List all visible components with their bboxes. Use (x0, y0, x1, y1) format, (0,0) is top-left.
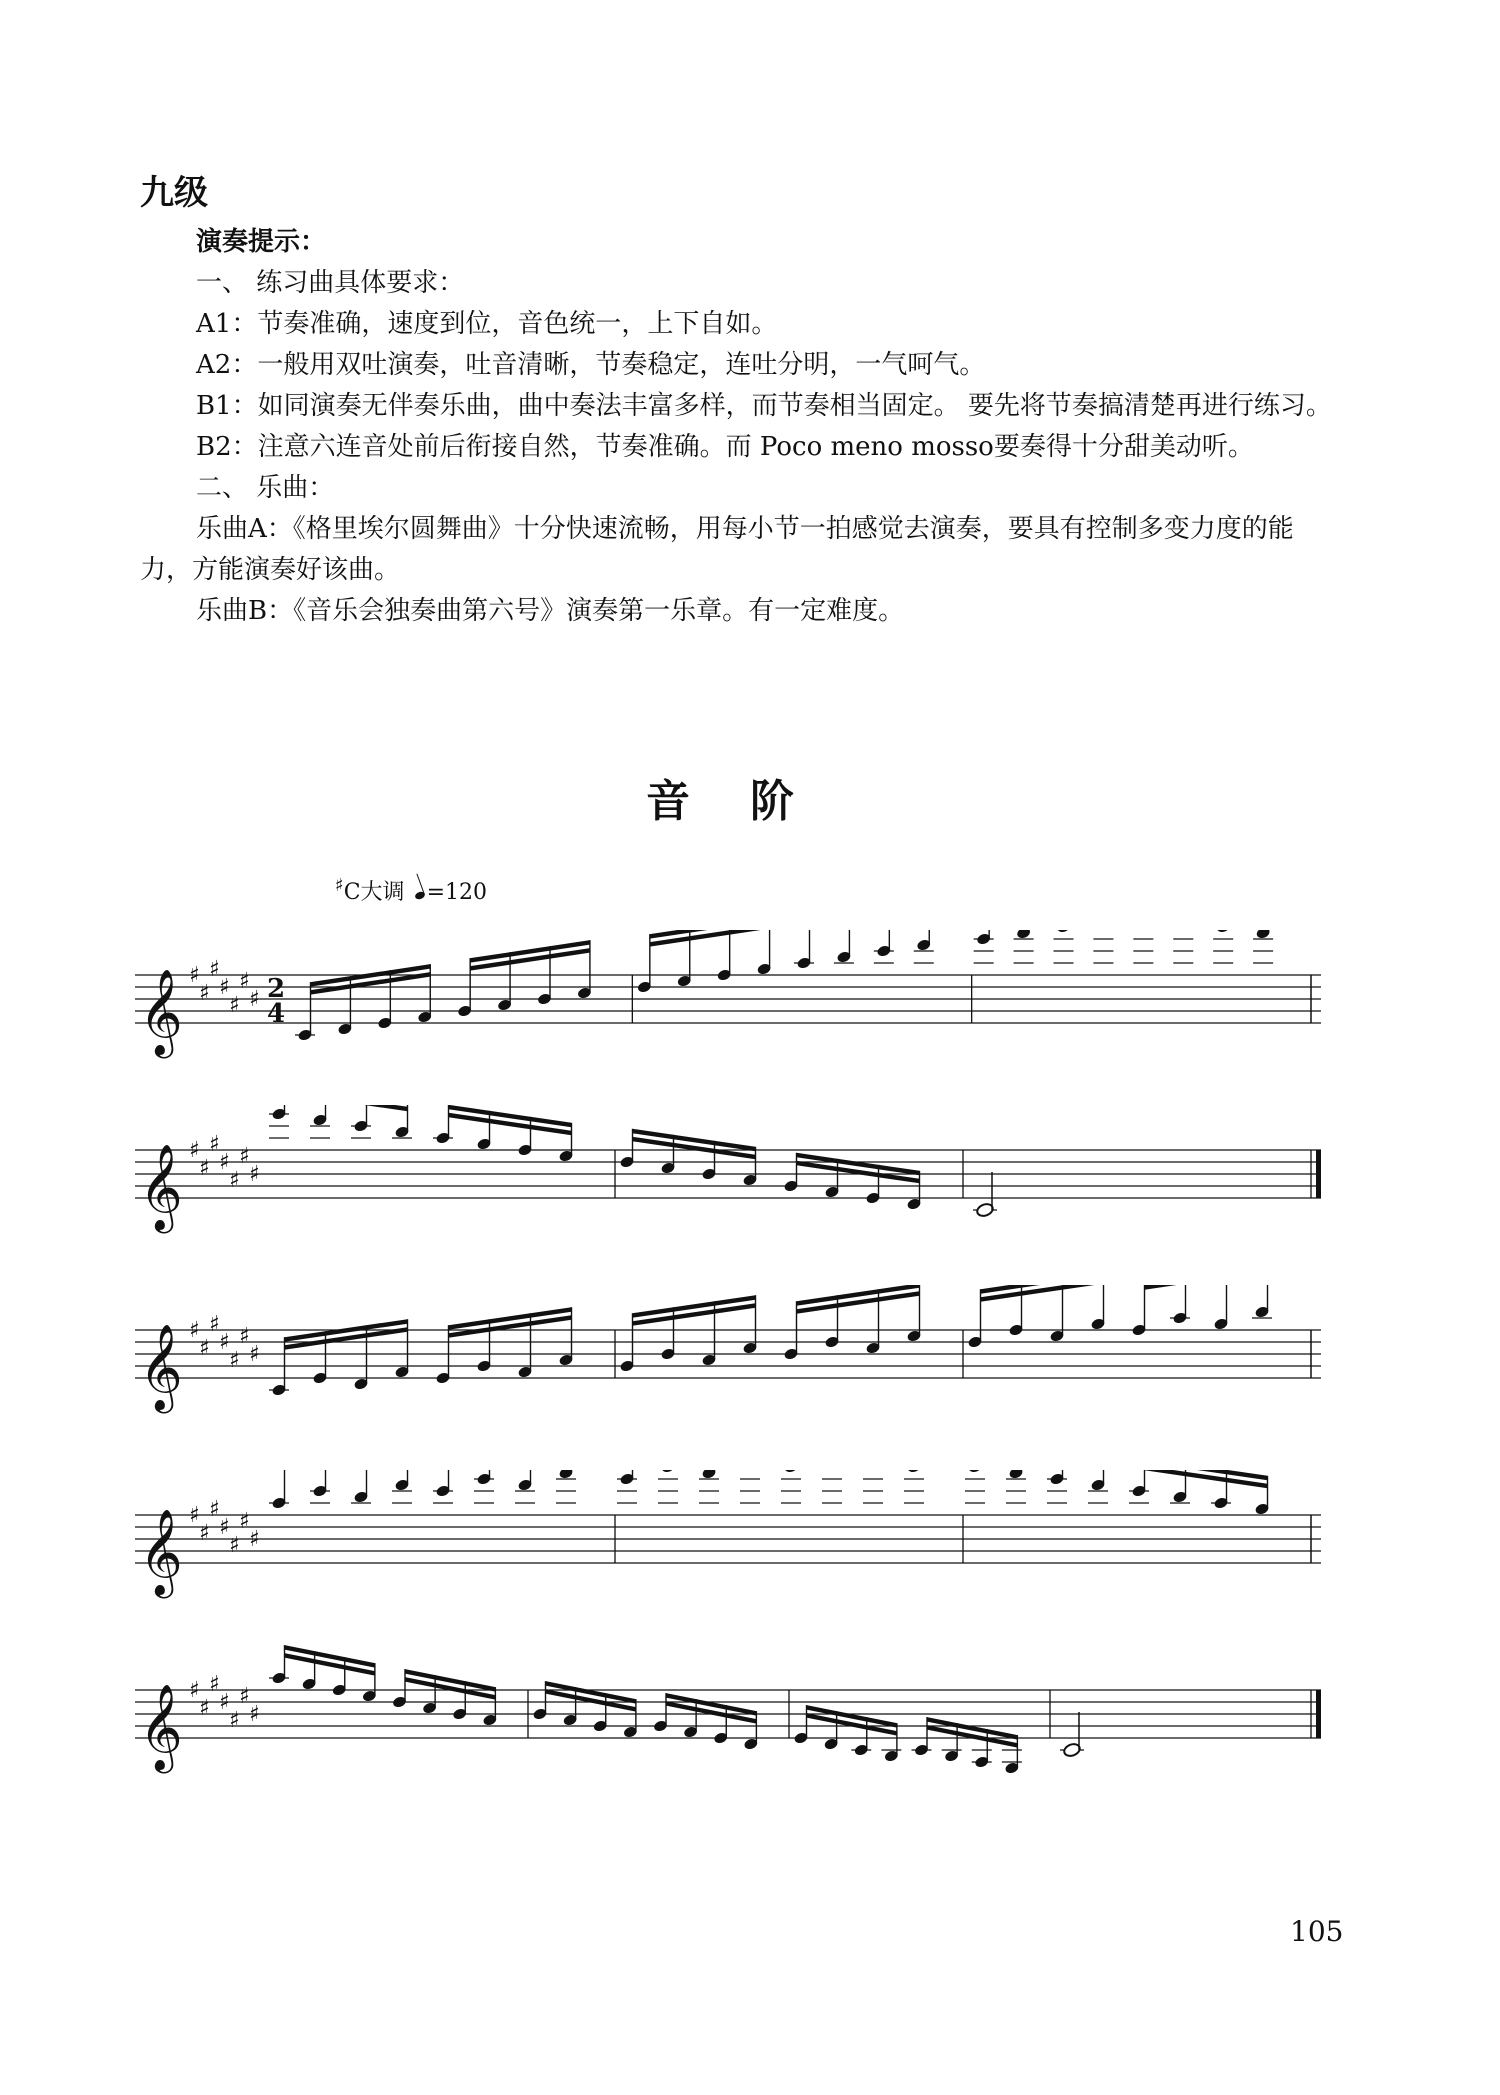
staff (135, 1645, 1325, 1795)
key-signature-sharp: ♯ (249, 1342, 260, 1367)
tips-line: 乐曲A：《格里埃尔圆舞曲》十分快速流畅，用每小节一拍感觉去演奏，要具有控制多变力度的能力，方能演奏好该曲。 (140, 514, 1294, 585)
performance-tips (140, 222, 1340, 632)
beam (285, 1105, 408, 1111)
key-signature-sharp: ♯ (219, 975, 230, 1000)
final-barline-thick (1316, 1690, 1321, 1738)
key-signature-sharp: ♯ (239, 1324, 250, 1349)
key-signature-sharp: ♯ (209, 1672, 220, 1697)
key-signature-sharp: ♯ (209, 1132, 220, 1157)
key-signature-sharp: ♯ (239, 1509, 250, 1534)
treble-clef-icon: 𝄞 (139, 1324, 183, 1410)
key-tempo-label (335, 875, 487, 906)
staff-svg (135, 1285, 1325, 1435)
level-heading: 九级 (140, 173, 208, 213)
page-number: 105 (1290, 1915, 1344, 1948)
key-signature-sharp: ♯ (229, 1708, 240, 1733)
tips-line: A1：节奏准确，速度到位，音色统一，上下自如。 (196, 309, 778, 339)
key-signature-sharp: ♯ (189, 963, 200, 988)
sixteenth-note (967, 1470, 982, 1474)
key-signature-sharp: ♯ (189, 1138, 200, 1163)
staff (135, 930, 1325, 1080)
staff (135, 1105, 1325, 1255)
key-signature-sharp: ♯ (209, 1312, 220, 1337)
staff (135, 1470, 1325, 1620)
key-signature-sharp: ♯ (219, 1150, 230, 1175)
section-title: 音阶 (646, 776, 854, 827)
staff-svg (135, 1105, 1325, 1255)
beam (1145, 1285, 1268, 1290)
key-name: C大调 (343, 880, 405, 905)
key-signature-sharp: ♯ (229, 1533, 240, 1558)
key-signature-sharp: ♯ (189, 1318, 200, 1343)
key-signature-sharp: ♯ (199, 1336, 210, 1361)
key-signature-sharp: ♯ (189, 1503, 200, 1528)
staff-svg (135, 1470, 1325, 1620)
key-signature-sharp: ♯ (249, 1527, 260, 1552)
tips-line: B2：注意六连音处前后衔接自然，节奏准确。而 Poco meno mosso要奏得十分甜美动听。 (196, 432, 1254, 462)
treble-clef-icon: 𝄞 (139, 1509, 183, 1595)
sixteenth-note (783, 1470, 798, 1474)
time-signature-top: 2 (267, 974, 286, 1004)
key-signature-sharp: ♯ (249, 1162, 260, 1187)
tips-line: A2：一般用双吐演奏，吐音清晰，节奏稳定，连吐分明，一气呵气。 (196, 350, 986, 380)
sixteenth-note (906, 1470, 921, 1474)
key-signature-sharp: ♯ (209, 1497, 220, 1522)
key-signature-sharp: ♯ (239, 969, 250, 994)
tips-title: 演奏提示： (196, 227, 327, 257)
key-signature-sharp: ♯ (199, 1521, 210, 1546)
sixteenth-note (1056, 930, 1071, 934)
key-signature-sharp: ♯ (189, 1678, 200, 1703)
sixteenth-note (660, 1470, 675, 1474)
staff-svg (135, 1645, 1325, 1795)
key-signature-sharp: ♯ (219, 1330, 230, 1355)
sharp-sign: ♯ (335, 875, 344, 896)
sixteenth-note (1215, 930, 1230, 934)
tempo-value: =120 (426, 880, 487, 905)
key-signature-sharp: ♯ (199, 1696, 210, 1721)
time-signature-bottom: 4 (267, 999, 286, 1029)
tips-line: 一、 练习曲具体要求： (196, 268, 465, 298)
tips-line: B1：如同演奏无伴奏乐曲，曲中奏法丰富多样，而节奏相当固定。 要先将节奏搞清楚再进行练习。 (196, 391, 1332, 421)
key-signature-sharp: ♯ (229, 1168, 240, 1193)
key-signature-sharp: ♯ (229, 993, 240, 1018)
quarter-note-icon (414, 891, 426, 901)
key-signature-sharp: ♯ (199, 981, 210, 1006)
key-signature-sharp: ♯ (229, 1348, 240, 1373)
treble-clef-icon: 𝄞 (139, 969, 183, 1055)
key-signature-sharp: ♯ (219, 1515, 230, 1540)
key-signature-sharp: ♯ (199, 1156, 210, 1181)
key-signature-sharp: ♯ (239, 1144, 250, 1169)
treble-clef-icon: 𝄞 (139, 1144, 183, 1230)
key-signature-sharp: ♯ (219, 1690, 230, 1715)
treble-clef-icon: 𝄞 (139, 1684, 183, 1770)
staff-svg (135, 930, 1325, 1080)
key-signature-sharp: ♯ (239, 1684, 250, 1709)
beam (1145, 1470, 1268, 1488)
tips-line: 乐曲B：《音乐会独奏曲第六号》演奏第一乐章。有一定难度。 (196, 596, 905, 626)
final-barline-thick (1316, 1150, 1321, 1198)
key-signature-sharp: ♯ (249, 1702, 260, 1727)
tips-line: 二、 乐曲： (196, 473, 335, 503)
staff (135, 1285, 1325, 1435)
key-signature-sharp: ♯ (249, 987, 260, 1012)
key-signature-sharp: ♯ (209, 957, 220, 982)
